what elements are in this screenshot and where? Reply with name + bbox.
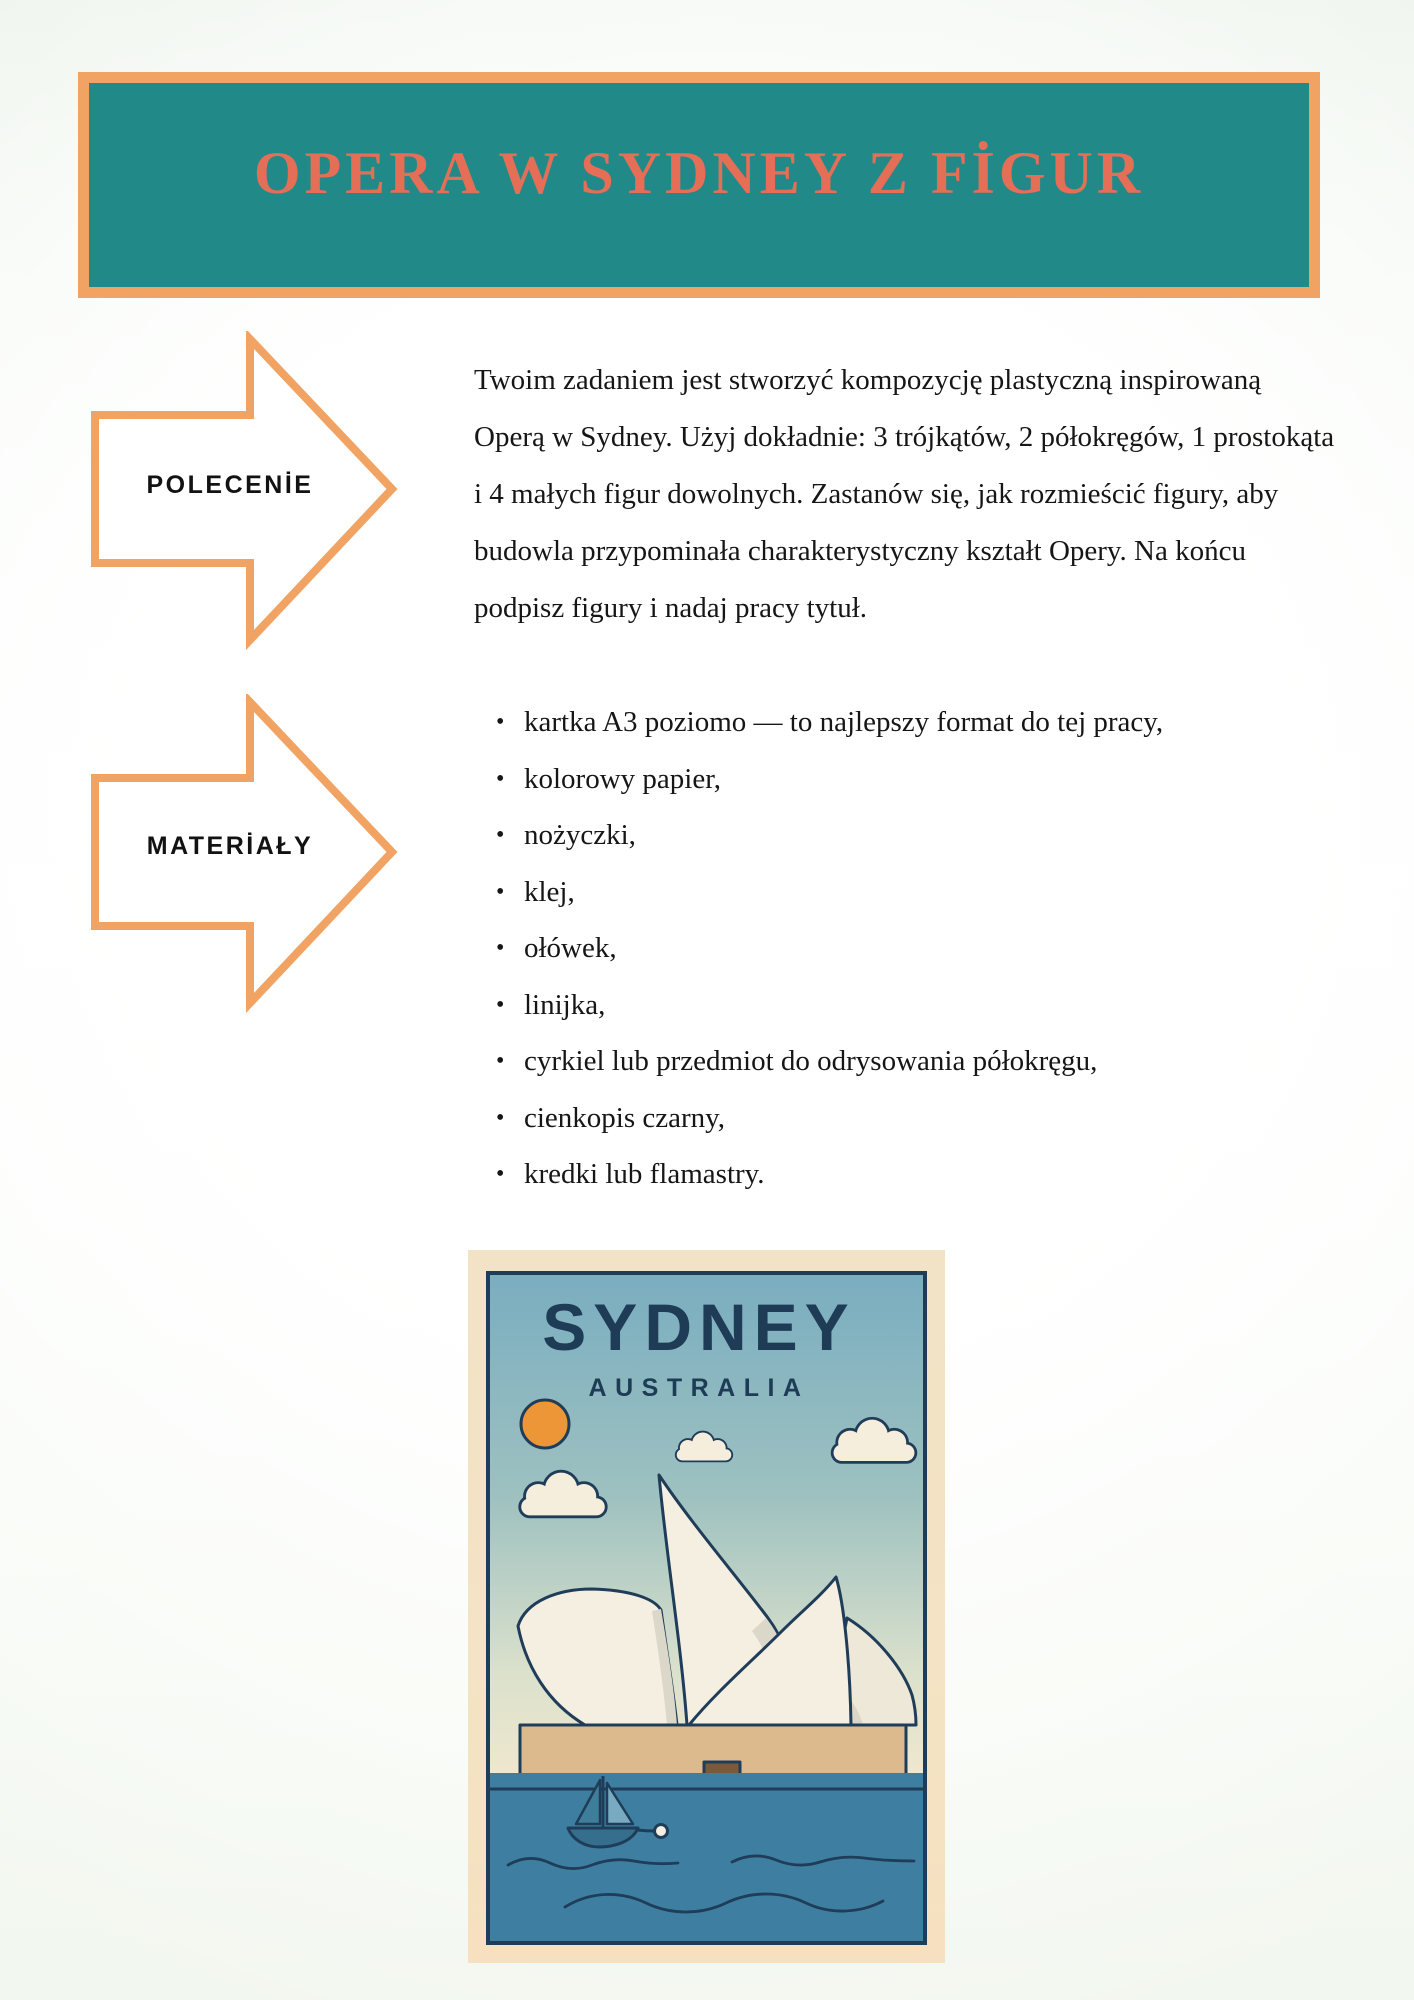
list-item — [496, 694, 1163, 751]
section-label-materialy: MATERİAŁY — [146, 832, 314, 860]
list-item-text: klej, — [524, 875, 575, 908]
bullet-icon: • — [496, 1104, 505, 1131]
bullet-icon: • — [496, 878, 505, 905]
text-line: i 4 małych figur dowolnych. Zastanów się, jak rozmieścić figury, aby — [474, 478, 1279, 510]
list-item-text: kredki lub flamastry. — [524, 1158, 765, 1190]
page-title: OPERA W SYDNEY Z FİGUR — [253, 139, 1145, 206]
text-line: budowla przypominała charakterystyczny kształt Opery. Na końcu — [474, 535, 1246, 567]
list-item — [496, 1090, 1163, 1147]
list-item — [496, 807, 1163, 864]
list-item-text: linijka, — [524, 988, 606, 1021]
header-banner — [78, 72, 1320, 298]
section-label-polecenie: POLECENİE — [146, 471, 314, 499]
bullet-icon: • — [496, 765, 505, 792]
list-item-text: cienkopis czarny, — [524, 1101, 726, 1134]
bullet-icon: • — [496, 935, 505, 961]
list-item — [496, 920, 1163, 977]
task-description — [474, 352, 1334, 637]
poster-title: SYDNEY — [542, 1290, 856, 1364]
list-item — [496, 864, 1163, 921]
bullet-icon: • — [496, 709, 505, 735]
bullet-icon: • — [496, 1048, 505, 1074]
list-item — [496, 1146, 1163, 1203]
sun-icon — [521, 1400, 569, 1448]
text-line: Twoim zadaniem jest stworzyć kompozycję plastyczną inspirowaną — [474, 364, 1262, 396]
list-item — [496, 1033, 1163, 1090]
bullet-icon: • — [496, 991, 505, 1018]
bullet-icon: • — [496, 822, 505, 848]
list-item-text: ołówek, — [524, 932, 617, 964]
list-item-text: kartka A3 poziomo — to najlepszy format do tej pracy, — [524, 706, 1164, 738]
list-item — [496, 977, 1163, 1034]
list-item-text: cyrkiel lub przedmiot do odrysowania półokręgu, — [524, 1045, 1098, 1077]
list-item — [496, 751, 1163, 808]
sydney-poster — [468, 1250, 945, 1963]
materials-list — [496, 694, 1163, 1203]
poster-subtitle: AUSTRALIA — [588, 1374, 810, 1402]
bullet-icon: • — [496, 1161, 505, 1187]
poster-illustration — [486, 1271, 927, 1945]
list-item-text: kolorowy papier, — [524, 762, 721, 795]
text-line: Operą w Sydney. Użyj dokładnie: 3 trójkątów, 2 półokręgów, 1 prostokąta — [474, 421, 1335, 453]
list-item-text: nożyczki, — [524, 819, 636, 851]
text-line: podpisz figury i nadaj pracy tytuł. — [474, 592, 868, 624]
